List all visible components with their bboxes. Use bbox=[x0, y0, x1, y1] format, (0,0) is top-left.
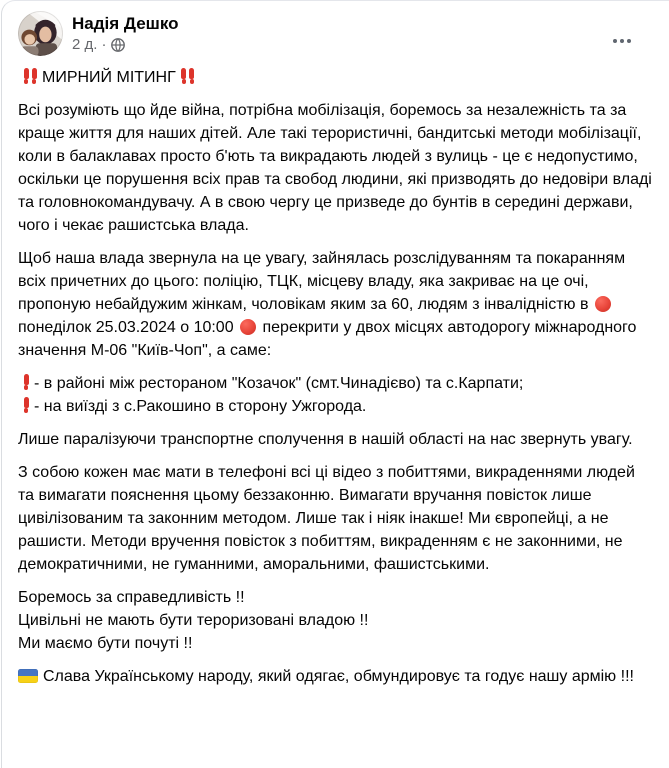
double-exclaim-icon bbox=[180, 68, 196, 84]
author-name[interactable]: Надія Дешко bbox=[72, 14, 179, 33]
facebook-post-card bbox=[1, 0, 669, 768]
double-exclaim-icon bbox=[22, 68, 38, 84]
post-paragraph-2: Щоб наша влада звернула на це увагу, зайнялась розслідуванням та покаранням всіх причетних до цього: поліцію, ТЦК, місцеву владу, яка закриває на це очі, пропоную небайдужим жінкам, чоловікам яким за 60, людям з інвалідністю в понеділок 25.03.2024 о 10:00 перекрити у двох місцях автодорогу міжнародного значення М-06 "Київ-Чоп", а саме: bbox=[18, 250, 637, 359]
post-header-text bbox=[72, 11, 179, 54]
post-paragraph-4: З собою кожен має мати в телефоні всі ці відео з побиттями, викраденнями людей та вимагати пояснення цьому беззаконню. Вимагати вручання повісток лише цивілізованим та законним методом. Лише так і ніяк інакше! Ми європейці, а не рашисти. Методи вручення повісток з побиттям, викраденням є не законними, не демократичними, не гуманними, аморальними, фашистськими. bbox=[18, 464, 635, 573]
post-title: МИРНИЙ МІТИНГ bbox=[18, 66, 654, 89]
post-paragraph-5: Боремось за справедливість !! Цивільні не мають бути тероризовані владою !! Ми маємо бути почуті !! bbox=[18, 589, 369, 652]
red-circle-icon bbox=[240, 319, 256, 335]
timestamp[interactable]: 2 д. bbox=[72, 36, 98, 53]
globe-icon bbox=[110, 36, 126, 53]
ua-flag-icon bbox=[18, 669, 38, 683]
post-meta bbox=[72, 35, 179, 54]
post-body bbox=[18, 66, 654, 688]
dot-icon bbox=[627, 39, 631, 43]
dot-icon bbox=[620, 39, 624, 43]
post-paragraph-1: Всі розуміють що йде війна, потрібна мобілізація, боремось за незалежність та за краще життя для наших дітей. Але такі терористичні, бандитські методи мобілізації, коли в балаклавах просто б'ють та викрадають людей з вулиць - це є недопустимо, оскільки це порушення всіх прав та свобод людини, які призводять до недовіри владі та головнокомандувачу. А в свою чергу це призведе до бунтів в середині держави, чого і чекає рашистська влада. bbox=[18, 102, 652, 234]
red-exclaim-icon bbox=[22, 397, 30, 413]
more-options-button[interactable] bbox=[604, 27, 640, 55]
red-exclaim-icon bbox=[22, 374, 30, 390]
avatar-photo bbox=[18, 11, 63, 56]
post-paragraph-6: Слава Українському народу, який одягає, обмундировує та годує нашу армію !!! bbox=[18, 665, 654, 688]
post-header bbox=[18, 11, 654, 56]
post-paragraph-3: Лише паралізуючи транспортне сполучення в нашій області на нас звернуть увагу. bbox=[18, 431, 633, 448]
avatar[interactable] bbox=[18, 11, 63, 56]
red-circle-icon bbox=[595, 296, 611, 312]
dot-icon bbox=[613, 39, 617, 43]
meta-separator: · bbox=[101, 36, 107, 53]
post-bullet-list: - в районі між рестораном "Козачок" (смт.Чинадієво) та с.Карпати; - на виїзді з с.Ракошино в сторону Ужгорода. bbox=[18, 372, 654, 418]
